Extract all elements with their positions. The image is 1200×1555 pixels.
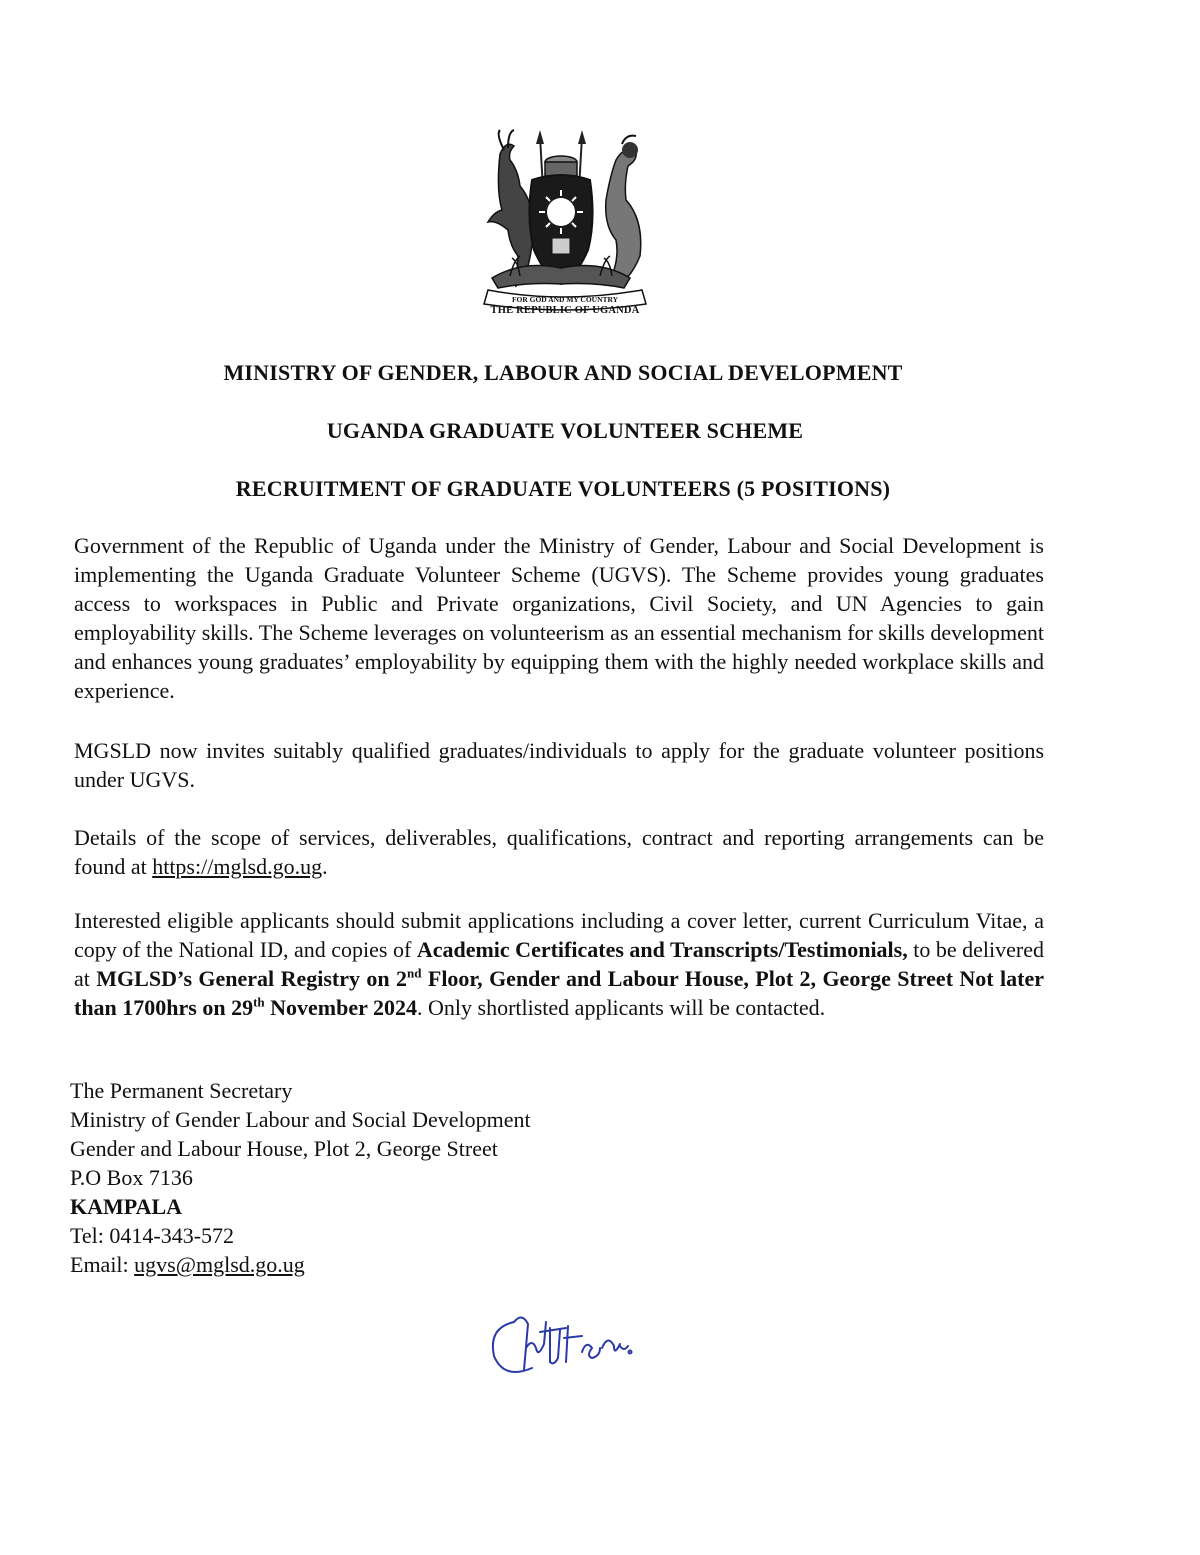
deadline-month-year: November 2024 [264, 995, 418, 1020]
details-paragraph [74, 823, 1044, 881]
emblem-motto: FOR GOD AND MY COUNTRY [511, 295, 619, 304]
address-block [70, 1076, 670, 1279]
website-link[interactable]: https://mglsd.go.ug [152, 854, 323, 879]
application-paragraph [74, 906, 1044, 1022]
shortlist-note: . Only shortlisted applicants will be contacted. [417, 995, 826, 1020]
delivery-location-part2: Floor, Gender and Labour House, Plot 2, George Street Not later than 1700hrs on 29 [74, 966, 1044, 1020]
details-text: Details of the scope of services, deliverables, qualifications, contract and reporting arrangements can be found at [74, 825, 1044, 879]
address-line-title: The Permanent Secretary [70, 1078, 293, 1103]
application-text: Interested eligible applicants should submit applications including a cover letter, current Curriculum Vitae, a copy of the National ID, and copies of [74, 908, 1044, 962]
address-line-pobox: P.O Box 7136 [70, 1165, 193, 1190]
address-line-ministry: Ministry of Gender Labour and Social Development [70, 1107, 531, 1132]
scheme-heading: UGANDA GRADUATE VOLUNTEER SCHEME [326, 418, 804, 443]
address-line-building: Gender and Labour House, Plot 2, George Street [70, 1136, 498, 1161]
required-documents: Academic Certificates and Transcripts/Testimonials, [416, 937, 908, 962]
coat-of-arms-icon [470, 128, 660, 320]
date-suffix: th [253, 994, 265, 1010]
delivery-text: to be delivered at [74, 937, 1044, 991]
details-end: . [322, 854, 328, 879]
recruitment-title: RECRUITMENT OF GRADUATE VOLUNTEERS (5 POSITIONS) [235, 476, 891, 501]
floor-suffix: nd [407, 965, 422, 981]
email-link[interactable]: ugvs@mglsd.go.ug [134, 1252, 305, 1277]
delivery-location-part1: MGLSD’s General Registry on 2 [96, 966, 408, 991]
invitation-paragraph: MGSLD now invites suitably qualified graduates/individuals to apply for the graduate volunteer positions under UGVS. [74, 738, 1044, 792]
signature-icon [488, 1308, 648, 1388]
address-city: KAMPALA [70, 1194, 183, 1219]
intro-paragraph: Government of the Republic of Uganda under the Ministry of Gender, Labour and Social Development is implementing the Uganda Graduate Volunteer Scheme (UGVS). The Scheme provides young graduates access to workspaces in Public and Private organizations, Civil Society, and UN Agencies to gain employability skills. The Scheme leverages on volunteerism as an essential mechanism for skills development and enhances young graduates’ employability by equipping them with the highly needed workplace skills and experience. [74, 533, 1044, 703]
republic-label: THE REPUBLIC OF UGANDA [490, 305, 640, 316]
address-email-line [70, 1250, 670, 1279]
address-tel: Tel: 0414-343-572 [70, 1223, 235, 1248]
ministry-heading: MINISTRY OF GENDER, LABOUR AND SOCIAL DEVELOPMENT [223, 360, 903, 385]
email-label: Email: [70, 1252, 135, 1277]
